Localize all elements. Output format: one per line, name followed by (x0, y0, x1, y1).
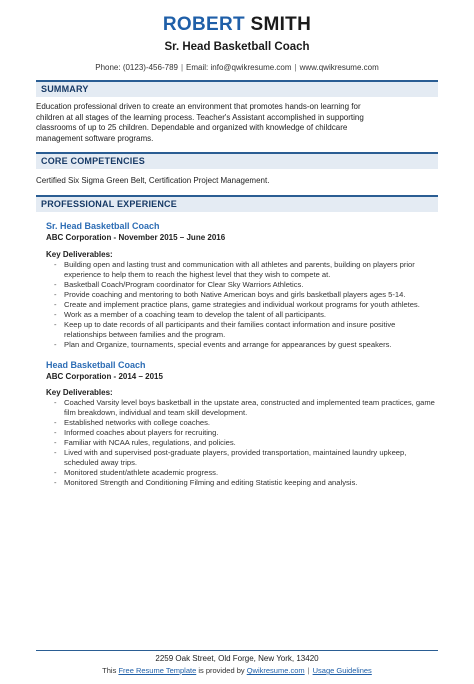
resume-page (0, 14, 474, 684)
list-item: - Coached Varsity level boys basketball in the upstate area, constructed and implemented team practices, game film breakdown, individual and team skill development. (54, 398, 438, 418)
list-item: - Lived with and supervised post-graduate players, provided transportation, maintained laundry upkeep, scheduled away trips. (54, 448, 438, 468)
summary-line: Education professional driven to create an environment that promotes hands-on learning for (36, 102, 361, 111)
list-item: - Established networks with college coaches. (54, 418, 438, 428)
footer-divider (36, 650, 438, 651)
summary-line: children at all stages of the learning process. Teacher's Assistant accomplished in supporting (36, 112, 364, 122)
footer-prefix: This (102, 666, 117, 675)
list-item: - Provide coaching and mentoring to both Native American boys and girls basketball players ages 5-14. (54, 290, 438, 300)
list-item: - Create and implement practice plans, game strategies and individual workout programs for youth athletes. (54, 300, 438, 310)
job-title: Sr. Head Basketball Coach (46, 220, 160, 231)
separator: | (180, 63, 184, 72)
list-item: - Keep up to date records of all participants and their families contact information and insure positive relationships between families and the program. (54, 320, 438, 340)
job-title: Head Basketball Coach (46, 359, 146, 370)
footer-links (0, 666, 474, 676)
candidate-title: Sr. Head Basketball Coach (164, 41, 310, 53)
summary-text (36, 102, 438, 144)
usage-guidelines-link[interactable]: Usage Guidelines (312, 666, 372, 675)
list-item: - Building open and lasting trust and communication with all athletes and parents, building on players prior experience to help them to reach the highest level that they wish to compete at. (54, 260, 438, 280)
footer-provided-by: is provided by (198, 666, 245, 675)
footer-address: 2259 Oak Street, Old Forge, New York, 13420 (155, 654, 319, 663)
phone-text: Phone: (0123)-456-789 (95, 63, 178, 72)
contact-line (0, 62, 474, 73)
list-item: - Basketball Coach/Program coordinator for Clear Sky Warriors Athletics. (54, 280, 438, 290)
deliverables-list (54, 260, 438, 350)
list-item: - Work as a member of a coaching team to develop the talent of all participants. (54, 310, 438, 320)
key-deliverables-label: Key Deliverables: (46, 387, 113, 397)
separator: | (294, 63, 297, 72)
candidate-name (0, 14, 474, 36)
summary-heading: SUMMARY (36, 80, 438, 97)
summary-line: classrooms of up to 25 children. Dependable and organized with knowledge of childcare (36, 123, 348, 132)
list-item: - Informed coaches about players for recruiting. (54, 428, 438, 438)
website-link[interactable]: www.qwikresume.com (299, 63, 379, 72)
qwikresume-link[interactable]: Qwikresume.com (246, 666, 305, 675)
competencies-heading: CORE COMPETENCIES (36, 152, 438, 169)
email-text[interactable]: Email: info@qwikresume.com (186, 63, 292, 72)
job-company-dates: ABC Corporation - November 2015 – June 2016 (46, 232, 226, 242)
list-item: - Plan and Organize, tournaments, special events and arrange for appearances by guest speakers. (54, 340, 438, 350)
first-name: ROBERT (162, 14, 245, 35)
deliverables-list (54, 398, 438, 488)
key-deliverables-label: Key Deliverables: (46, 249, 113, 259)
free-resume-template-link[interactable]: Free Resume Template (118, 666, 197, 675)
job-company-dates: ABC Corporation - 2014 – 2015 (46, 371, 163, 381)
summary-line: management software programs. (36, 133, 154, 143)
separator: | (307, 666, 310, 675)
list-item: - Monitored Strength and Conditioning Filming and editing Statistic keeping and analysis. (54, 478, 438, 488)
list-item: - Monitored student/athlete academic progress. (54, 468, 438, 478)
last-name: SMITH (250, 14, 312, 35)
list-item: - Familiar with NCAA rules, regulations, and policies. (54, 438, 438, 448)
experience-heading: PROFESSIONAL EXPERIENCE (36, 195, 438, 212)
competencies-text: Certified Six Sigma Green Belt, Certification Project Management. (36, 176, 270, 185)
